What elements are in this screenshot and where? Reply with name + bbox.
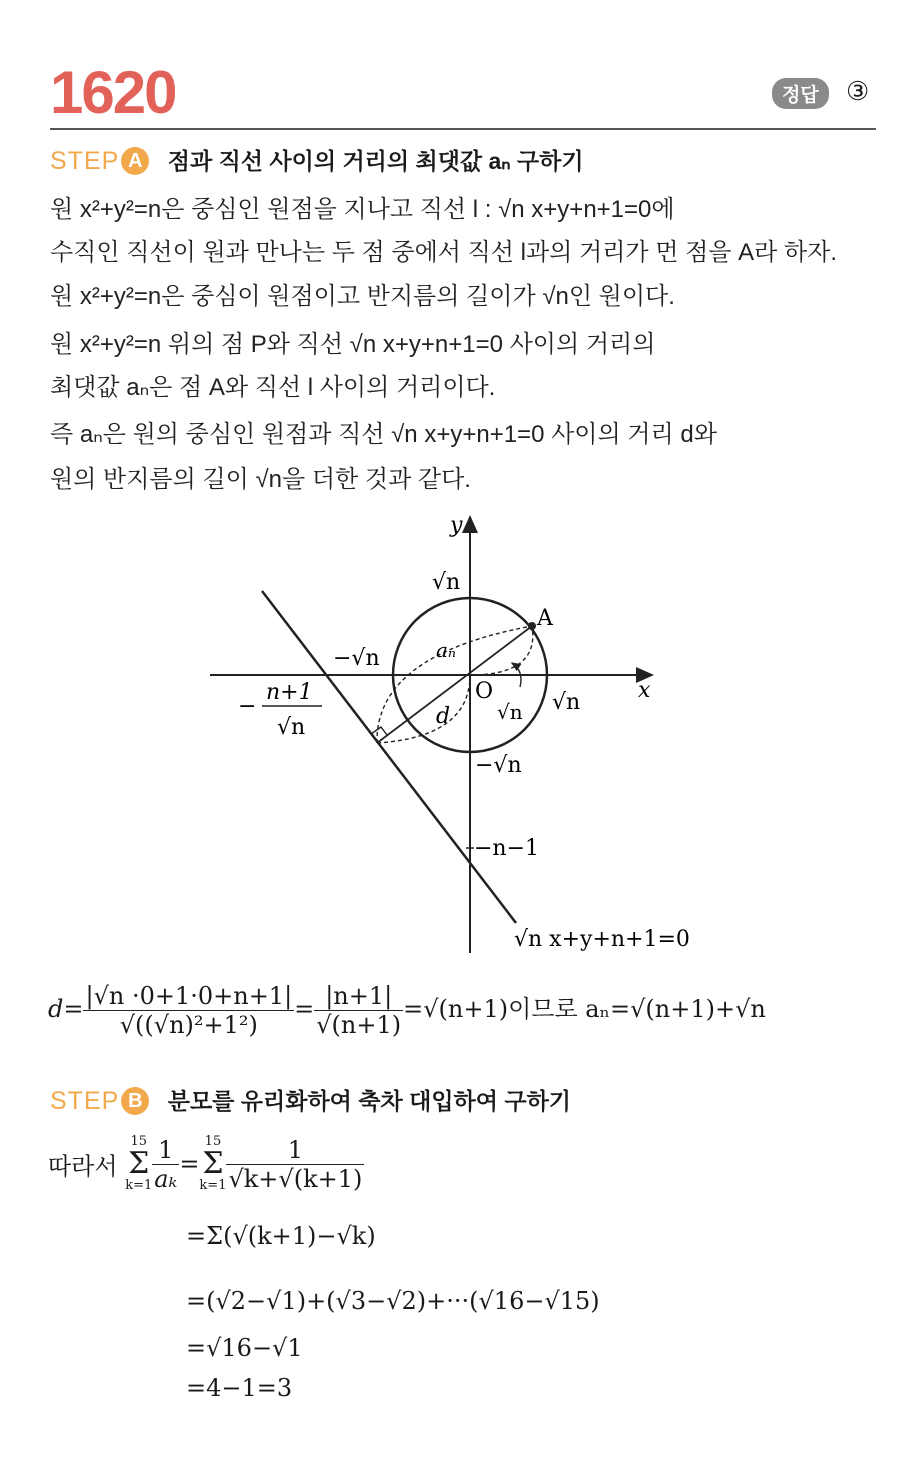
d-lhs: d= [48,995,84,1023]
step-b-badge: B [121,1087,149,1115]
frac-rationalize: $\frac{1}{√k+√(k+1)}$ [228,1135,363,1193]
d-eq1: = [294,995,315,1023]
label-neg-sqrt-n-bottom: −√n [475,753,522,778]
label-frac-num: n+1 [266,680,313,705]
label-sqrt-n-right: √n [552,690,581,715]
right-angle-mark [371,727,387,735]
step-b-label: STEP [50,1087,120,1115]
d-frac2-num: |n+1| [314,982,403,1011]
header-divider [50,128,876,130]
label-neg-sqrt-n-left: −√n [333,646,380,671]
step-b-title: 분모를 유리화하여 축차 대입하여 구하기 [167,1088,572,1114]
circle-line-graph [0,505,912,965]
step-a-line-5: 최댓값 aₙ은 점 A와 직선 l 사이의 거리이다. [50,374,496,401]
point-a-label: A [537,606,553,631]
d-frac1-den: √((√n)²+1²) [119,1011,258,1039]
step-a-line-6: 즉 aₙ은 원의 중심인 원점과 직선 √n x+y+n+1=0 사이의 거리 d와 [50,421,717,448]
sum-line-5: =4−1=3 [186,1374,293,1402]
answer-badge: 정답 [772,78,829,109]
step-b-intro: 따라서 [48,1153,118,1181]
d-text: 이므로 [508,996,578,1023]
label-frac-sign: − [238,694,257,719]
answer-value: ③ [846,76,870,106]
step-a-line-3: 원 x²+y²=n은 중심이 원점이고 반지름의 길이가 √n인 원이다. [50,283,675,310]
step-a-line-1: 원 x²+y²=n은 중심인 원점을 지나고 직선 l : √n x+y+n+1=0에 [50,196,675,223]
sum-line-1: 따라서 15 Σ k=1 $\frac{1}{\text{aₖ}}$ = 15 Σ k=1 $\frac{1}{√k+√(k+1)}$ [48,1134,363,1193]
d-frac2-den: √(n+1) [316,1011,402,1039]
step-a-label: STEP [50,147,120,175]
sum-line-3: =(√2−√1)+(√3−√2)+···(√16−√15) [186,1287,600,1315]
sum-operator-2: 15 Σ k=1 [199,1134,227,1193]
step-a-badge: A [121,147,149,175]
x-axis-label: x [638,678,651,703]
distance-formula [48,982,766,1039]
label-frac-den: √n [277,715,306,740]
d-fraction-1 [83,982,294,1039]
label-d: d [436,704,451,729]
line-l-equation: √n x+y+n+1=0 [514,927,690,952]
d-fraction-2 [314,982,403,1039]
origin-label: O [475,679,494,704]
label-sqrt-n-inner: √n [497,700,523,724]
label-neg-n-minus-1: −n−1 [474,836,540,861]
step-a-title: 점과 직선 사이의 거리의 최댓값 aₙ 구하기 [167,148,584,174]
step-a-header [50,143,584,176]
sum-line-2: =Σ(√(k+1)−√k) [186,1222,376,1250]
y-axis-label: y [450,513,463,538]
problem-number: 1620 [50,59,176,126]
frac-1-over-ak: $\frac{1}{\text{aₖ}}$ [154,1135,178,1193]
step-a-line-7: 원의 반지름의 길이 √n을 더한 것과 같다. [50,466,471,493]
an-formula: aₙ=√(n+1)+√n [585,995,766,1023]
sum-operator-1: 15 Σ k=1 [125,1134,153,1193]
d-rest: =√(n+1) [403,995,509,1023]
step-a-line-2: 수직인 직선이 원과 만나는 두 점 중에서 직선 l과의 거리가 먼 점을 A라 하자. [50,239,838,266]
d-frac1-num: |√n ·0+1·0+n+1| [85,982,293,1010]
sum-line-4: =√16−√1 [186,1334,303,1362]
label-sqrt-n-top: √n [432,570,461,595]
label-an: aₙ [436,638,457,662]
step-a-line-4: 원 x²+y²=n 위의 점 P와 직선 √n x+y+n+1=0 사이의 거리의 [50,331,656,358]
step-b-header [50,1083,571,1116]
